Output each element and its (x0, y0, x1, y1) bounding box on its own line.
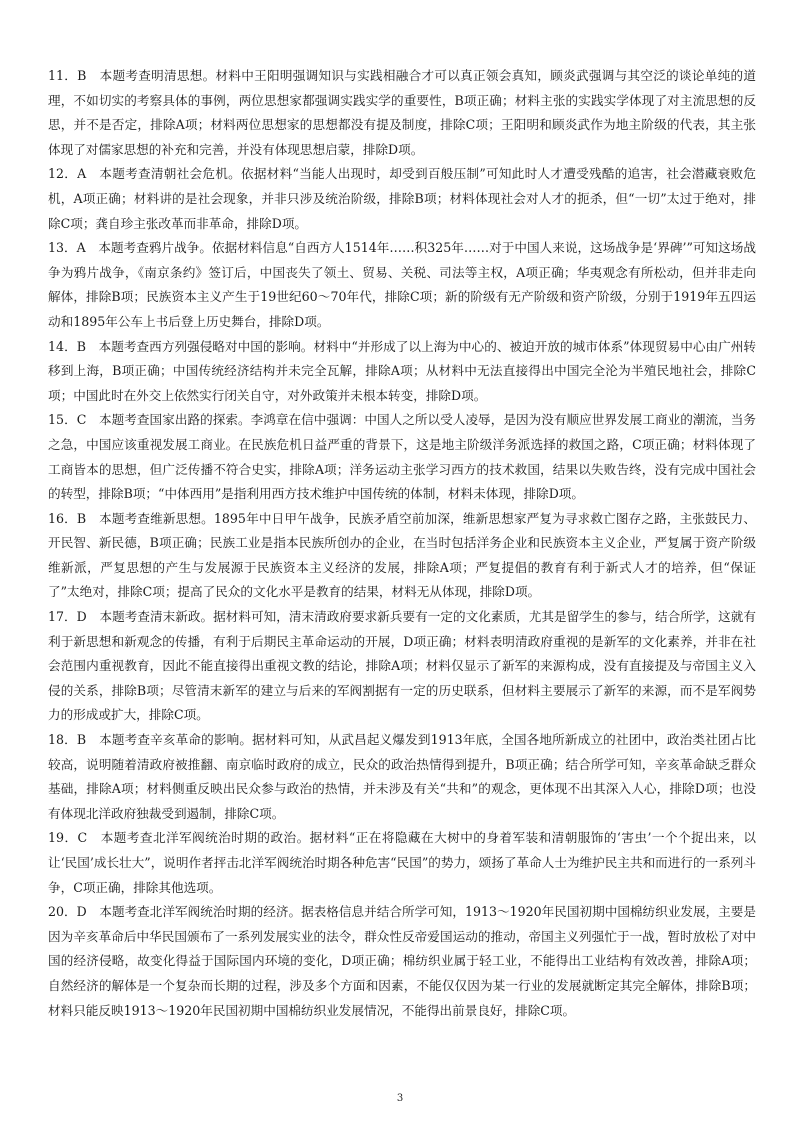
answer-item-12: 12．A 本题考查清朝社会危机。依据材料“当能人出现时，却受到百般压制”可知此时人才遭受残酷的追害，社会潜藏衰败危机，A项正确；材料讲的是社会现象，并非只涉及统治阶级，排除B项；材料体现社会对人才的扼杀，但“一切”太过于绝对，排除C项；龚自珍主张改革而非革命，排除D项。 (48, 166, 756, 231)
page-number: 3 (396, 1093, 404, 1104)
answer-explanations (48, 64, 756, 1023)
answer-item-19: 19．C 本题考查北洋军阀统治时期的政治。据材料“正在将隐藏在大树中的身着军装和清朝服饰的‘害虫’一个个捉出来，以让‘民国’成长壮大”，说明作者抨击北洋军阀统治时期各种危害“民国”的势力，颂扬了革命人士为维护民主共和而进行的一系列斗争，C项正确，排除其他选项。 (48, 830, 756, 895)
answer-item-18: 18．B 本题考查辛亥革命的影响。据材料可知，从武昌起义爆发到1913年底，全国各地所新成立的社团中，政治类社团占比较高，说明随着清政府被推翻、南京临时政府的成立，民众的政治热情得到提升，B项正确；结合所学可知，辛亥革命缺乏群众基础，排除A项；材料侧重反映出民众参与政治的热情，并未涉及有关“共和”的观念，更体现不出其深入人心，排除D项；也没有体现北洋政府独裁受到遏制，排除C项。 (48, 732, 756, 821)
answer-item-14: 14．B 本题考查西方列强侵略对中国的影响。材料中“并形成了以上海为中心的、被迫开放的城市体系”体现贸易中心由广州转移到上海，B项正确；中国传统经济结构并未完全瓦解，排除A项；从材料中无法直接得出中国完全沦为半殖民地社会，排除C项；中国此时在外交上依然实行闭关自守，对外政策并未根本转变，排除D项。 (48, 338, 756, 403)
answer-item-13: 13．A 本题考查鸦片战争。依据材料信息“自西方人1514年……积325年……对于中国人来说，这场战争是‘界碑’”可知这场战争为鸦片战争，《南京条约》签订后，中国丧失了领土、贸易、关税、司法等主权，A项正确；华夷观念有所松动，但并非走向解体，排除B项；民族资本主义产生于19世纪60～70年代，排除C项；新的阶级有无产阶级和资产阶级，分别于1919年五四运动和1895年公车上书后登上历史舞台，排除D项。 (48, 240, 756, 329)
answer-item-16: 16．B 本题考查维新思想。1895年中日甲午战争，民族矛盾空前加深，维新思想家严复为寻求救亡图存之路，主张鼓民力、开民智、新民德，B项正确；民族工业是指本民族所创办的企业，在当时包括洋务企业和民族资本主义企业，严复属于资产阶级维新派，严复思想的产生与发展源于民族资本主义经济的发展，排除A项；严复提倡的教育有利于新式人才的培养，但“保证了”太绝对，排除C项；提高了民众的文化水平是教育的结果，材料无从体现，排除D项。 (48, 510, 756, 600)
answer-item-11: 11．B 本题考查明清思想。材料中王阳明强调知识与实践相融合才可以真正领会真知，顾炎武强调与其空泛的谈论单纯的道理，不如切实的考察具体的事例，两位思想家都强调实践实学的重要性，B项正确；材料主张的实践实学体现了对主流思想的反思，并不是否定，排除A项；材料两位思想家的思想都没有提及制度，排除C项；王阳明和顾炎武作为地主阶级的代表，其主张体现了对儒家思想的补充和完善，并没有体现思想启蒙，排除D项。 (48, 68, 756, 157)
answer-item-15: 15．C 本题考查国家出路的探索。李鸿章在信中强调：中国人之所以受人凌辱，是因为没有顺应世界发展工商业的潮流，当务之急，中国应该重视发展工商业。在民族危机日益严重的背景下，这是地主阶级洋务派选择的救国之路，C项正确；材料体现了工商皆本的思想，但广泛传播不符合史实，排除A项；洋务运动主张学习西方的技术救国，结果以失败告终，没有完成中国社会的转型，排除B项；“中体西用”是指利用西方技术维护中国传统的体制，材料未体现，排除D项。 (48, 412, 756, 502)
answer-item-17: 17．D 本题考查清末新政。据材料可知，清末清政府要求新兵要有一定的文化素质，尤其是留学生的参与，结合所学，这就有利于新思想和新观念的传播，有利于后期民主革命运动的开展，D项正确；材料表明清政府重视的是新军的文化素养，并非在社会范围内重视教育，因此不能直接得出重视文教的结论，排除A项；材料仅显示了新军的来源构成，没有直接提及与帝国主义入侵的关系，排除B项；尽管清末新军的建立与后来的军阀割据有一定的历史联系，但材料主要展示了新军的来源，而不是军阀势力的形成或扩大，排除C项。 (48, 609, 756, 723)
answer-item-20: 20．D 本题考查北洋军阀统治时期的经济。据表格信息并结合所学可知，1913～1920年民国初期中国棉纺织业发展，主要是因为辛亥革命后中华民国颁布了一系列发展实业的法令，群众性反帝爱国运动的推动，帝国主义列强忙于一战，暂时放松了对中国的经济侵略，故变化得益于国际国内环境的变化，D项正确；棉纺织业属于轻工业，不能得出工业结构有效改善，排除A项；自然经济的解体是一个复杂而长期的过程，涉及多个方面和因素，不能仅仅因为某一行业的发展就断定其完全解体，排除B项；材料只能反映1913～1920年民国初期中国棉纺织业发展情况，不能得出前景良好，排除C项。 (48, 904, 756, 1018)
